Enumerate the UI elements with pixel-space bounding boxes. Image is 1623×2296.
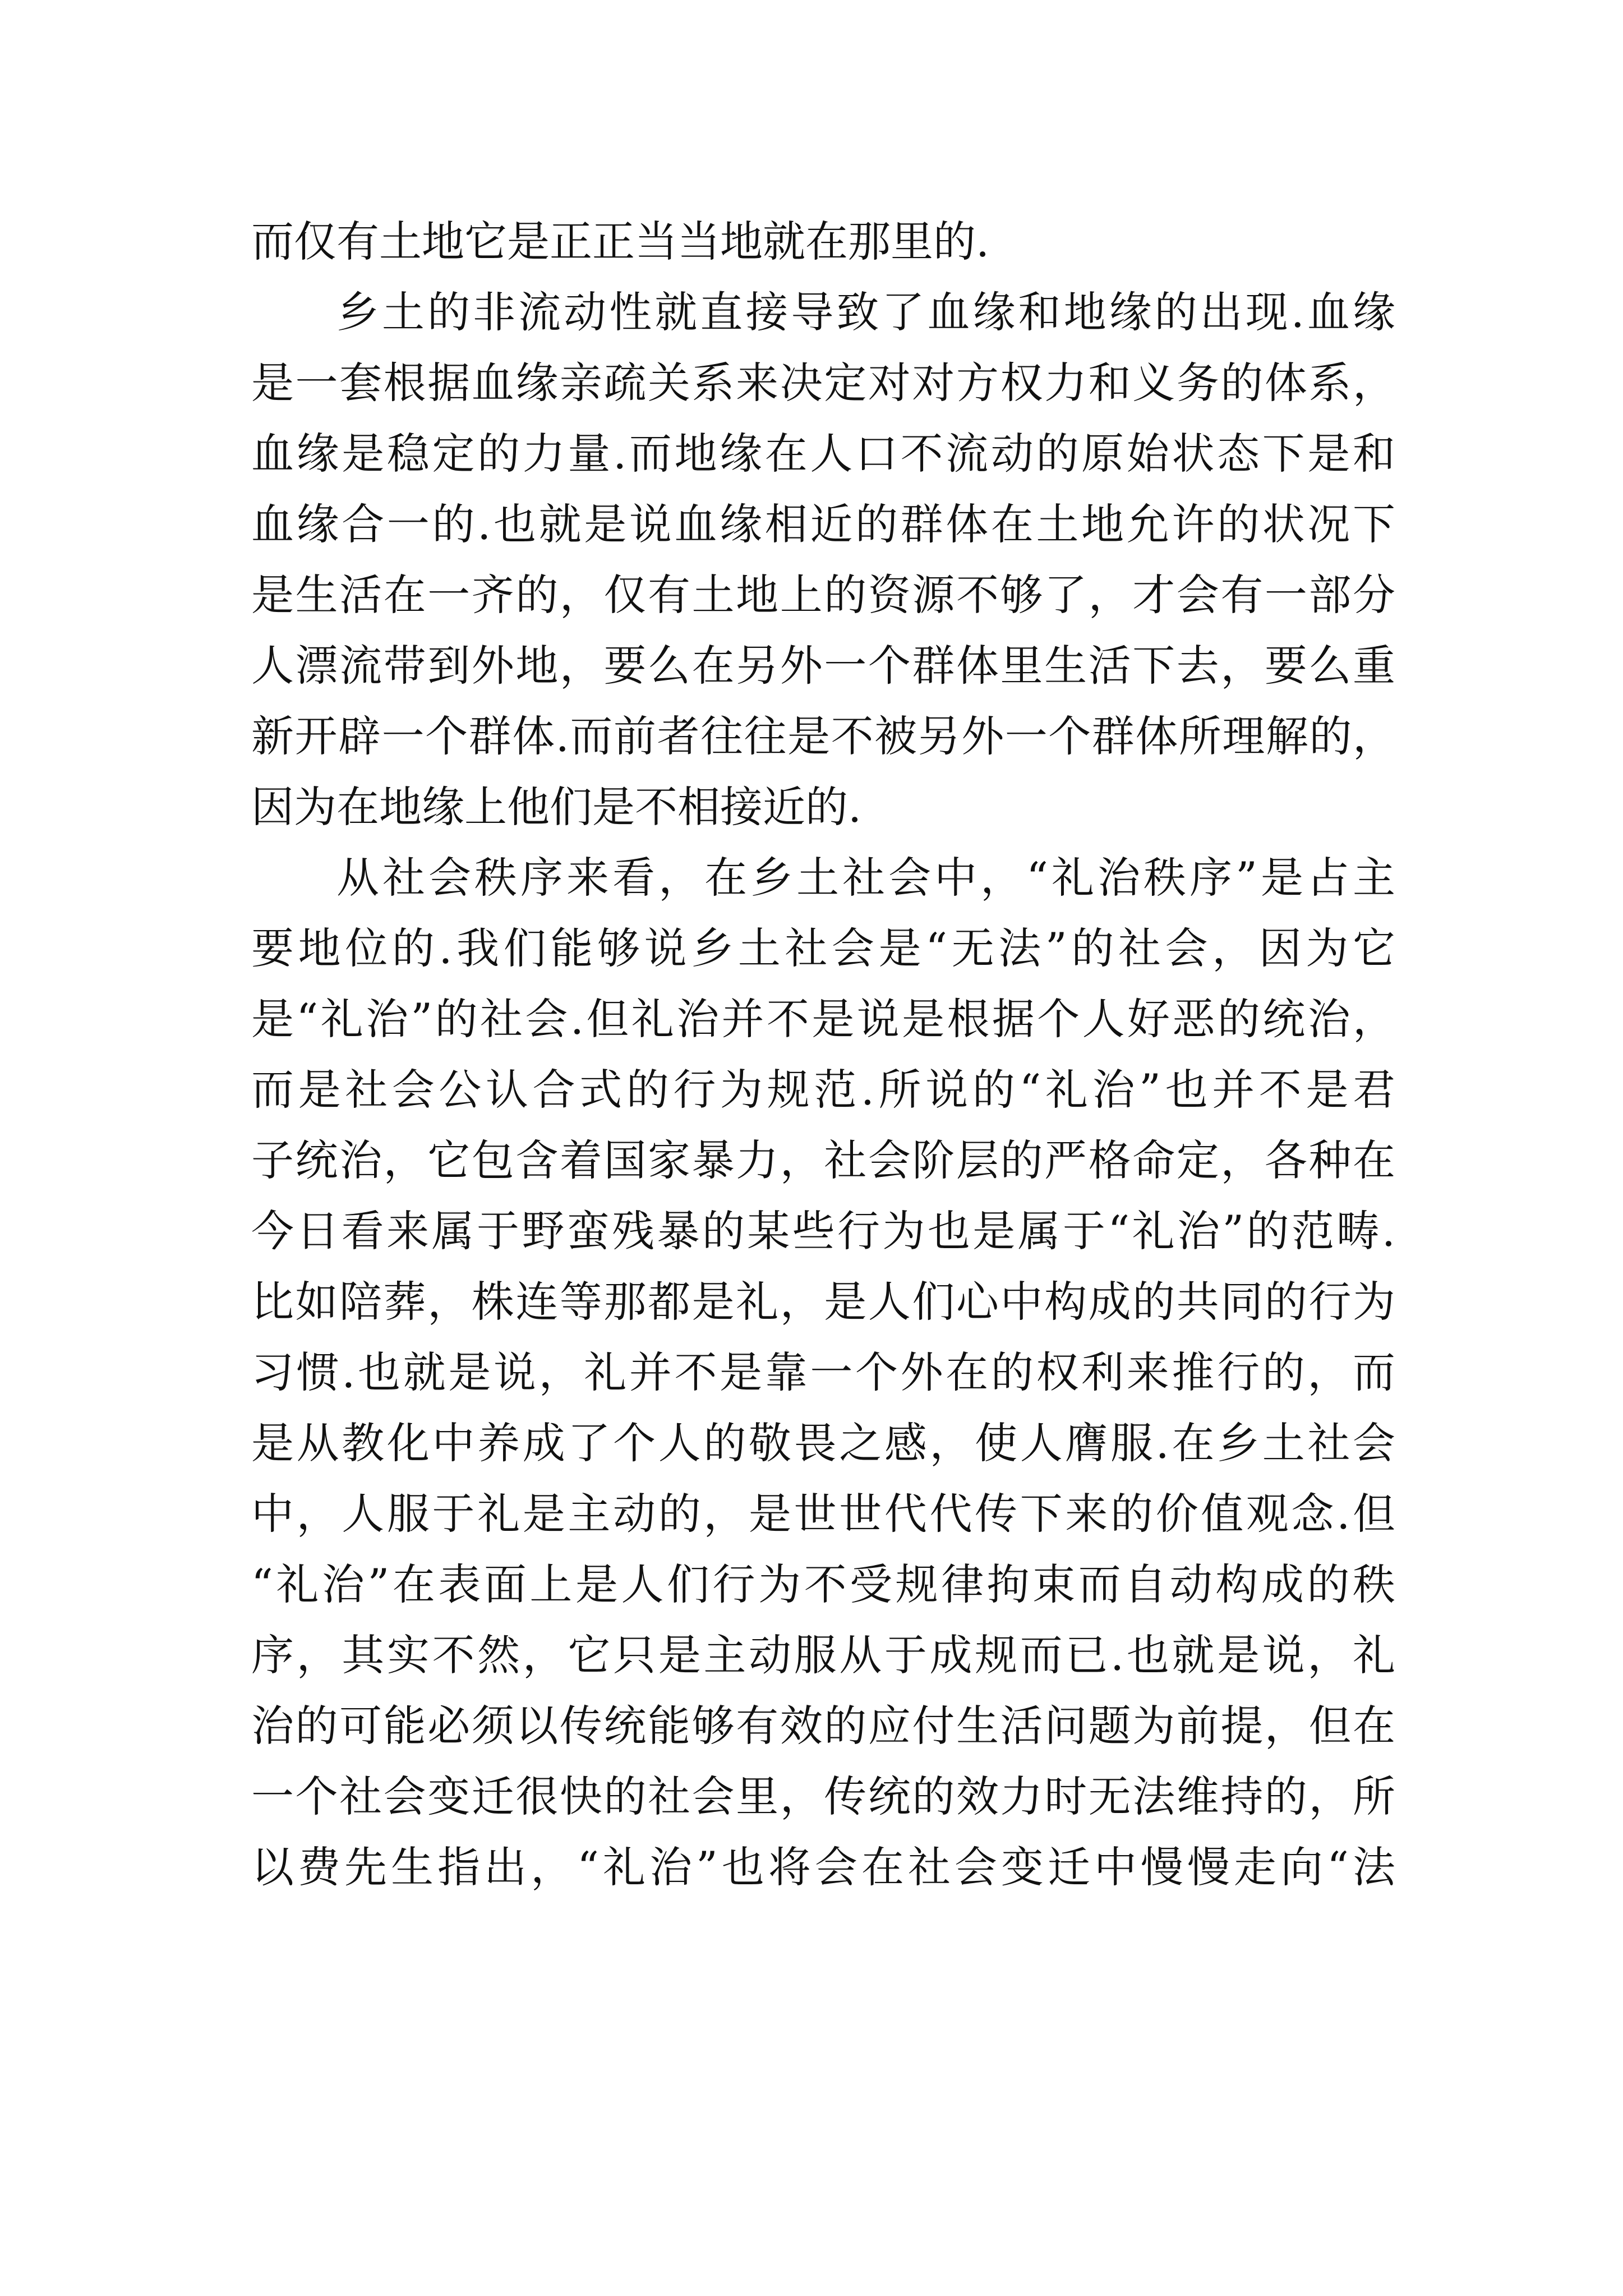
text-line: 序，其实不然，它只是主动服从于成规而已.也就是说，礼 xyxy=(251,1630,1395,1680)
text-line: 中，人服于礼是主动的，是世世代代传下来的价值观念.但 xyxy=(251,1489,1395,1539)
text-line: 而是社会公认合式的行为规范.所说的“礼治”也并不是君 xyxy=(251,1065,1395,1115)
text-line: 而仅有土地它是正正当当地就在那里的. xyxy=(251,217,990,266)
text-line: 血缘合一的.也就是说血缘相近的群体在土地允许的状况下 xyxy=(251,499,1395,549)
text-line: 血缘是稳定的力量.而地缘在人口不流动的原始状态下是和 xyxy=(251,429,1395,478)
text-line: 新开辟一个群体.而前者往往是不被另外一个群体所理解的， xyxy=(251,711,1395,761)
text-line: 人漂流带到外地，要么在另外一个群体里生活下去，要么重 xyxy=(251,641,1395,691)
text-line: 习惯.也就是说，礼并不是靠一个外在的权利来推行的，而 xyxy=(251,1347,1395,1397)
text-line: 一个社会变迁很快的社会里，传统的效力时无法维持的，所 xyxy=(251,1772,1395,1821)
text-line: 要地位的.我们能够说乡土社会是“无法”的社会，因为它 xyxy=(251,923,1395,973)
text-line: 是“礼治”的社会.但礼治并不是说是根据个人好恶的统治， xyxy=(251,994,1395,1044)
text-line: 是生活在一齐的，仅有土地上的资源不够了，才会有一部分 xyxy=(251,570,1395,620)
text-line: 是一套根据血缘亲疏关系来决定对对方权力和义务的体系， xyxy=(251,358,1395,408)
text-line: 是从教化中养成了个人的敬畏之感，使人膺服.在乡土社会 xyxy=(251,1418,1395,1468)
document-body xyxy=(251,206,1395,1903)
paragraph-first-line: 从社会秩序来看，在乡土社会中，“礼治秩序”是占主 xyxy=(336,853,1395,903)
text-line: 今日看来属于野蛮残暴的某些行为也是属于“礼治”的范畴. xyxy=(251,1206,1395,1256)
text-line: “礼治”在表面上是人们行为不受规律拘束而自动构成的秩 xyxy=(251,1559,1395,1609)
text-line: 比如陪葬，株连等那都是礼，是人们心中构成的共同的行为 xyxy=(251,1277,1395,1327)
text-line: 因为在地缘上他们是不相接近的. xyxy=(251,782,862,832)
text-line: 以费先生指出，“礼治”也将会在社会变迁中慢慢走向“法 xyxy=(251,1842,1395,1892)
text-line: 治的可能必须以传统能够有效的应付生活问题为前提，但在 xyxy=(251,1701,1395,1751)
paragraph-first-line: 乡土的非流动性就直接导致了血缘和地缘的出现.血缘 xyxy=(336,287,1395,337)
text-line: 子统治，它包含着国家暴力，社会阶层的严格命定，各种在 xyxy=(251,1135,1395,1185)
